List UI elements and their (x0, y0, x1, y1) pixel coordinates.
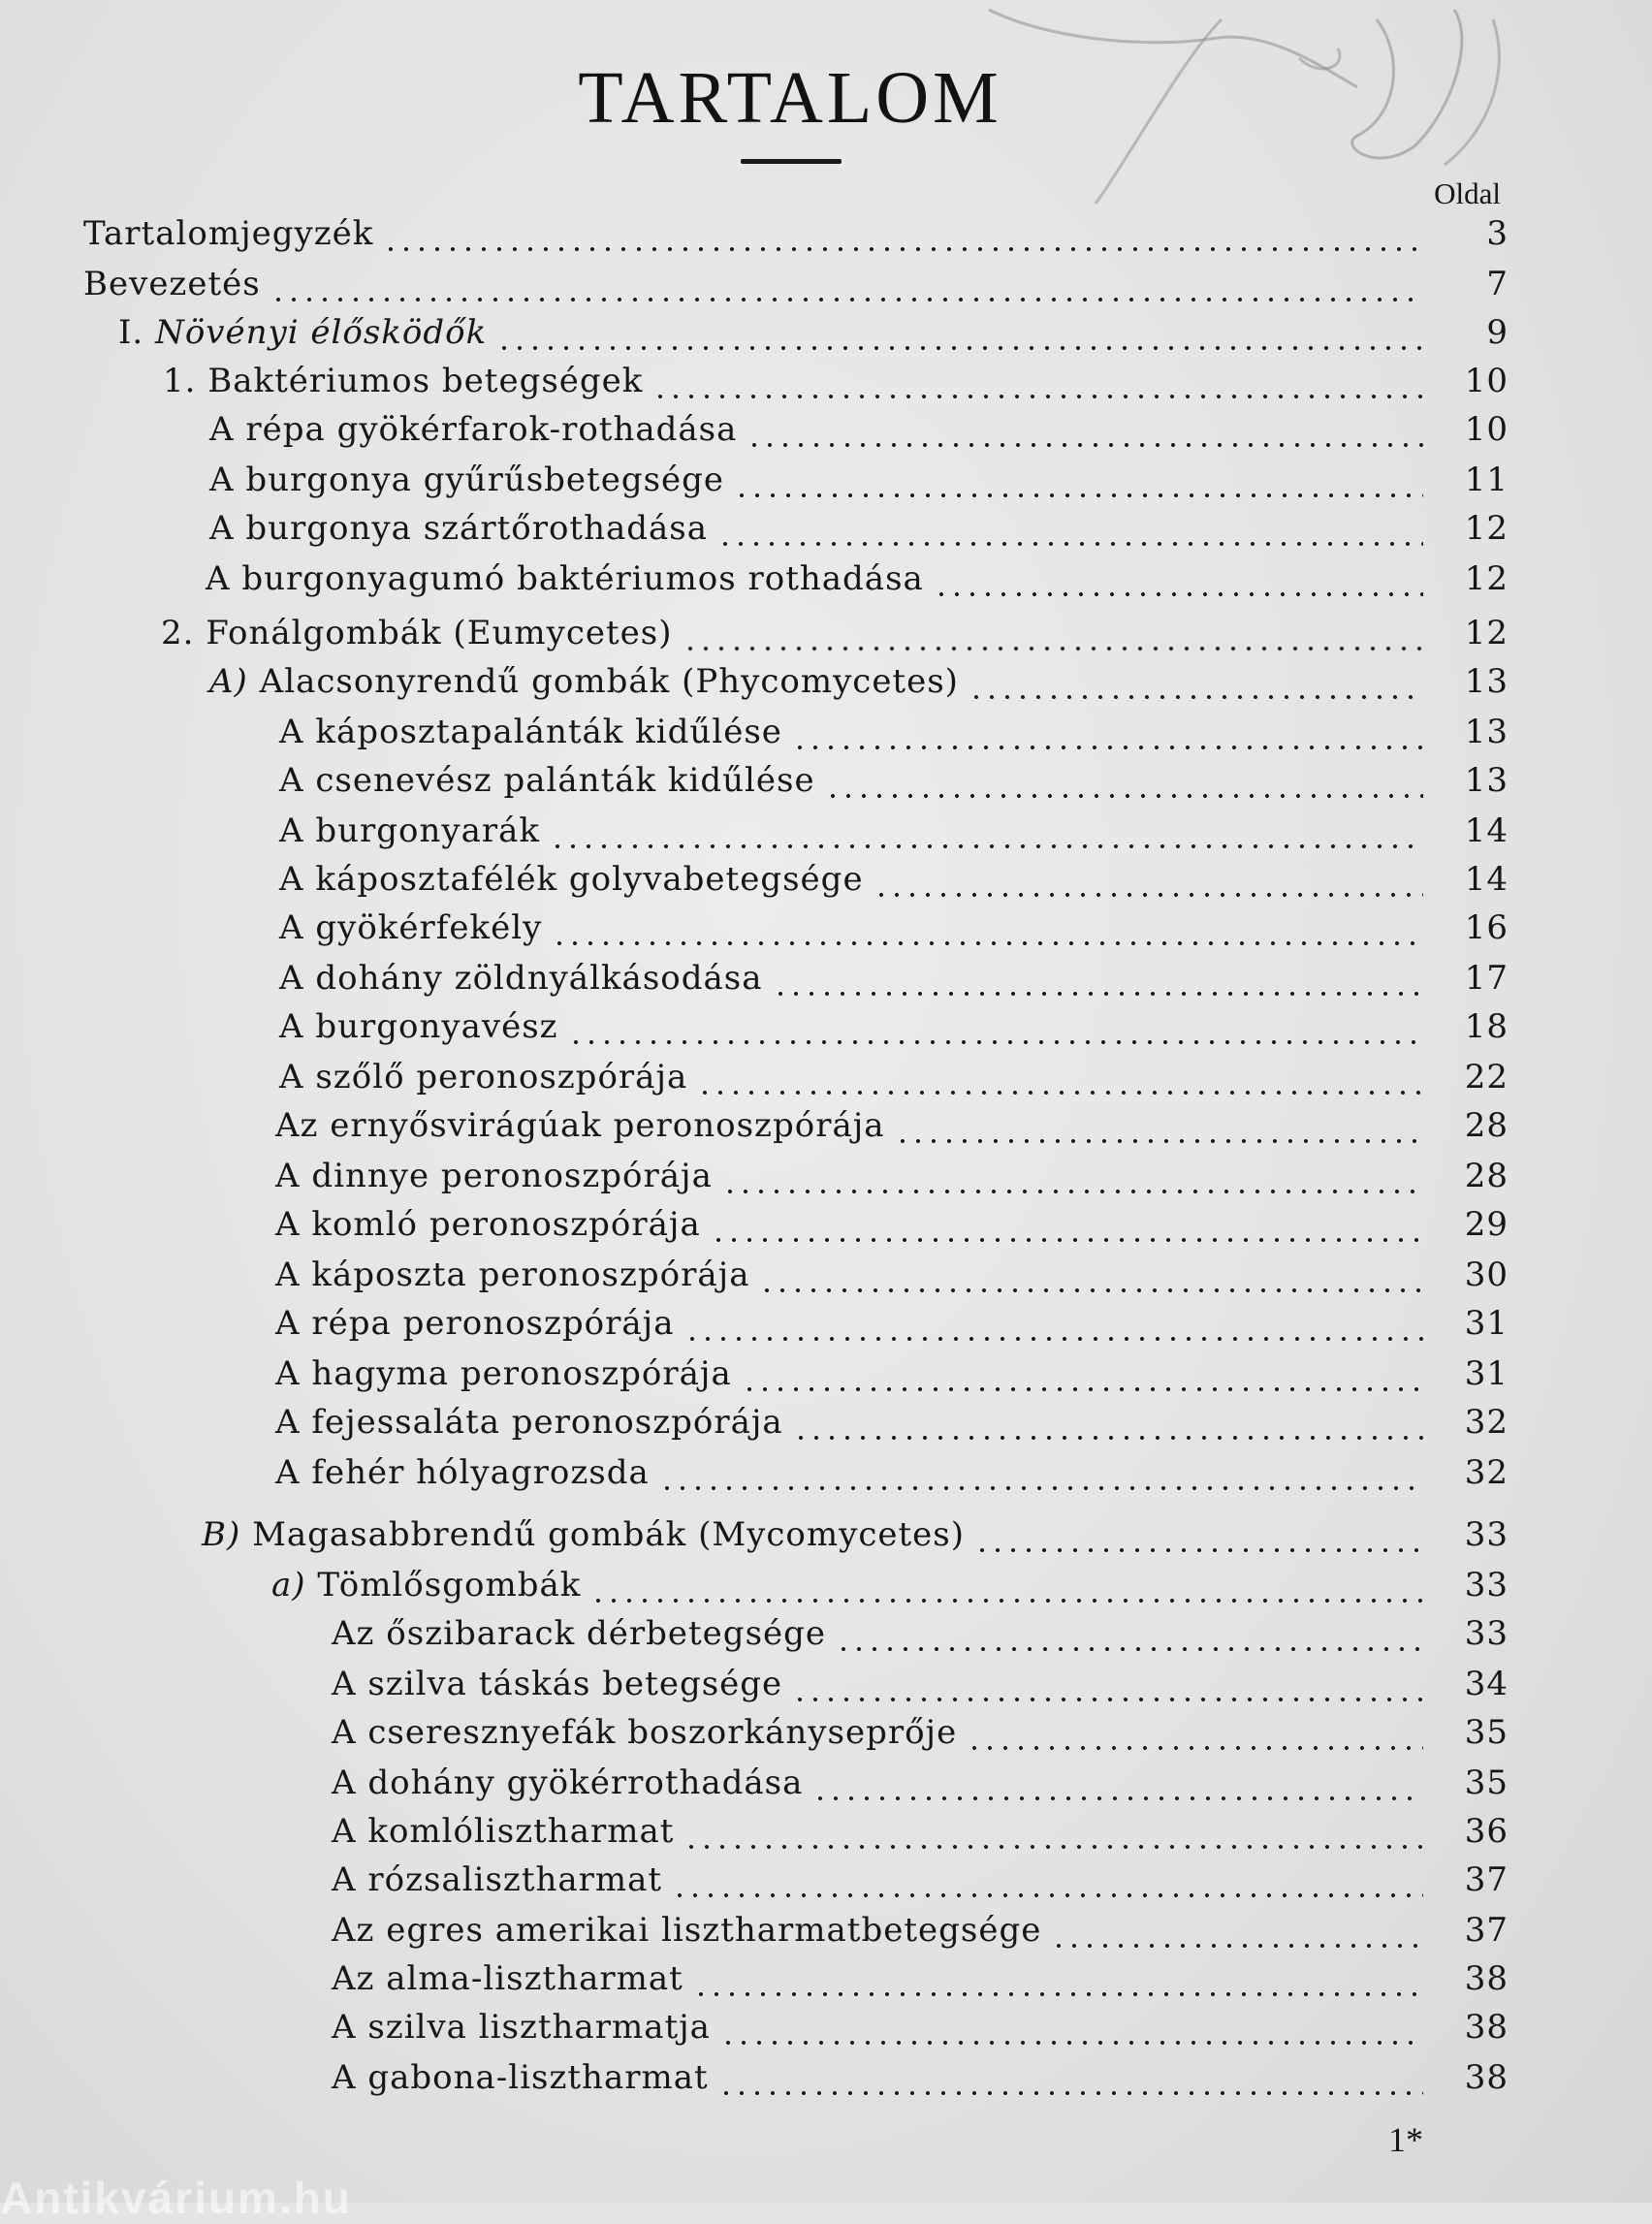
toc-entry (83, 262, 1509, 306)
toc-entry-title: A gyökérfekély (279, 908, 543, 947)
toc-entry-label (332, 1858, 662, 1902)
dot-leader (568, 1004, 1423, 1049)
toc-entry (275, 1351, 1509, 1396)
toc-entry-title: A fehér hólyagrozsda (275, 1453, 650, 1492)
toc-entry-title: A dinnye peronoszpórája (275, 1157, 713, 1195)
toc-entry-page-number: 31 (1464, 1354, 1509, 1393)
toc-entry-title: A káposztapalánták kidűlése (279, 713, 782, 751)
toc-entry-label (161, 611, 673, 655)
toc-entry (161, 611, 1509, 655)
toc-entry-title: Tartalomjegyzék (83, 214, 374, 253)
toc-entry-label (83, 262, 261, 306)
toc-entry-title: A burgonya szártőrothadása (209, 509, 709, 548)
toc-entry-title: A rózsalisztharmat (332, 1860, 663, 1899)
toc-entry-title: A répa gyökérfarok-rothadása (209, 410, 738, 449)
toc-entry (279, 905, 1509, 950)
toc-entry (209, 659, 1509, 704)
toc-entry-title: Baktériumos betegségek (207, 362, 644, 400)
dot-leader (683, 611, 1423, 655)
toc-entry-title: A burgonyarák (279, 811, 541, 850)
watermark: Antikvárium.hu (0, 2173, 352, 2223)
toc-entry (202, 1512, 1509, 1557)
toc-entry (209, 506, 1509, 551)
dot-leader (974, 1512, 1423, 1557)
toc-entry-label (202, 1512, 965, 1557)
dot-leader (684, 1301, 1424, 1346)
dot-leader (825, 758, 1423, 803)
toc-entry-label (209, 659, 959, 704)
toc-entry-label (332, 2005, 711, 2049)
toc-entry (83, 211, 1509, 256)
toc-entry (332, 1956, 1509, 2001)
toc-entry-label (275, 1202, 701, 1247)
dot-leader (711, 1202, 1423, 1247)
dot-leader (793, 1400, 1423, 1445)
toc-entry-prefix: B) (202, 1515, 241, 1554)
toc-entry-page-number: 37 (1464, 1860, 1509, 1899)
toc-entry-page-number: 13 (1464, 713, 1509, 751)
dot-leader (742, 1351, 1423, 1396)
toc-entry (271, 1563, 1509, 1607)
toc-entry-page-number: 30 (1464, 1255, 1509, 1294)
toc-entry-title: Fonálgombák (Eumycetes) (206, 614, 673, 652)
toc-entry-label (275, 1450, 650, 1495)
dot-leader (693, 1956, 1423, 2001)
toc-entry (279, 1055, 1509, 1099)
toc-entry-page-number: 36 (1464, 1812, 1509, 1851)
toc-entry-label (279, 710, 782, 754)
toc-entry-title: A szőlő peronoszpórája (279, 1058, 688, 1096)
toc-entry-title: Az őszibarack dérbetegsége (332, 1614, 827, 1653)
toc-entry-label (279, 758, 815, 803)
toc-entry-label (332, 1662, 782, 1706)
toc-entry (332, 2005, 1509, 2049)
dot-leader (697, 1055, 1423, 1099)
toc-entry-title: Tömlősgombák (317, 1566, 582, 1604)
toc-entry-title: Az ernyősvirágúak peronoszpórája (275, 1106, 885, 1145)
toc-entry-label (279, 905, 542, 950)
toc-entry-label (163, 359, 643, 403)
toc-entry-label (279, 956, 763, 1001)
dot-leader (969, 659, 1423, 704)
toc-entry-label (206, 556, 924, 601)
toc-entry-page-number: 7 (1486, 265, 1509, 303)
toc-entry-title: A burgonyavész (279, 1007, 558, 1046)
toc-entry-page-number: 3 (1486, 214, 1509, 253)
title-underline (741, 159, 842, 164)
dot-leader (812, 1761, 1423, 1805)
signature-mark: 1* (1388, 2120, 1423, 2159)
dot-leader (683, 1809, 1423, 1854)
toc-entry-title: Az alma-lisztharmat (332, 1959, 683, 1998)
toc-entry-page-number: 17 (1464, 959, 1509, 998)
toc-entry-label (209, 407, 737, 452)
toc-entry-title: A káposztafélék golyvabetegsége (279, 860, 864, 899)
dot-leader (734, 458, 1423, 502)
toc-entry (279, 710, 1509, 754)
toc-entry-page-number: 29 (1464, 1205, 1509, 1244)
toc-entry (279, 857, 1509, 902)
toc-entry (332, 1710, 1509, 1755)
toc-entry-page-number: 33 (1464, 1566, 1509, 1604)
toc-entry (275, 1450, 1509, 1495)
toc-entry-label (209, 506, 708, 551)
toc-entry-label (332, 2055, 709, 2100)
toc-entry (209, 458, 1509, 502)
toc-entry-label (332, 1956, 683, 2001)
toc-entry-label (332, 1710, 957, 1755)
toc-entry-title: A fejessaláta peronoszpórája (275, 1403, 783, 1442)
dot-leader (759, 1253, 1423, 1297)
toc-entry-prefix: 2. (161, 614, 195, 652)
toc-entry-label (275, 1351, 732, 1396)
toc-entry-title: A csenevész palánták kidűlése (279, 761, 815, 800)
toc-entry (275, 1301, 1509, 1346)
toc-entry (332, 1809, 1509, 1854)
toc-entry-page-number: 11 (1464, 461, 1509, 499)
toc-entry-page-number: 18 (1464, 1007, 1509, 1046)
toc-entry-label (279, 1004, 558, 1049)
toc-entry-page-number: 35 (1464, 1763, 1509, 1802)
dot-leader (672, 1858, 1423, 1902)
toc-entry-title: Magasabbrendű gombák (Mycomycetes) (252, 1515, 965, 1554)
toc-entry-label (275, 1103, 885, 1148)
toc-entry-page-number: 38 (1464, 1959, 1509, 1998)
dot-leader (792, 710, 1423, 754)
dot-leader (773, 956, 1424, 1001)
toc-entry-prefix: A) (209, 662, 248, 701)
toc-entry-page-number: 28 (1464, 1106, 1509, 1145)
toc-entry-page-number: 31 (1464, 1304, 1509, 1343)
toc-entry-title: A burgonya gyűrűsbetegsége (209, 461, 725, 499)
dot-leader (590, 1563, 1423, 1607)
toc-entry-title: A szilva lisztharmatja (332, 2008, 711, 2047)
dot-leader (967, 1710, 1423, 1755)
toc-entry-title: Az egres amerikai lisztharmatbetegsége (332, 1911, 1042, 1950)
toc-entry-title: Növényi élősködők (155, 313, 488, 352)
toc-entry-title: Bevezetés (83, 265, 261, 303)
toc-entry-label (332, 1809, 674, 1854)
toc-entry (275, 1400, 1509, 1445)
toc-entry-page-number: 35 (1464, 1713, 1509, 1752)
dot-leader (550, 809, 1423, 853)
toc-entry (209, 407, 1509, 452)
dot-leader (874, 857, 1423, 902)
toc-entry-title: Alacsonyrendű gombák (Phycomycetes) (259, 662, 959, 701)
toc-entry (163, 359, 1509, 403)
toc-entry-label (332, 1761, 803, 1805)
toc-entry-prefix: 1. (163, 362, 197, 400)
toc-entry-label (332, 1908, 1041, 1953)
toc-entry-page-number: 33 (1464, 1614, 1509, 1653)
dot-leader (1051, 1908, 1423, 1953)
toc-entry (118, 310, 1509, 355)
toc-entry-label (279, 1055, 687, 1099)
toc-entry (332, 1761, 1509, 1805)
toc-entry (332, 1662, 1509, 1706)
dot-leader (934, 556, 1423, 601)
toc-entry (279, 1004, 1509, 1049)
toc-entry-page-number: 37 (1464, 1911, 1509, 1950)
toc-entry (279, 809, 1509, 853)
toc-entry-page-number: 10 (1464, 362, 1509, 400)
toc-entry (332, 1611, 1509, 1656)
toc-entry-title: A répa peronoszpórája (275, 1304, 675, 1343)
toc-entry (275, 1253, 1509, 1297)
toc-entry-label (275, 1400, 783, 1445)
toc-entry-label (275, 1301, 675, 1346)
dot-leader (747, 407, 1423, 452)
toc-entry (206, 556, 1509, 601)
dot-leader (718, 2055, 1423, 2100)
dot-leader (270, 262, 1423, 306)
toc-entry-page-number: 32 (1464, 1453, 1509, 1492)
page-column-header: Oldal (1434, 176, 1501, 210)
toc-entry-label (279, 809, 540, 853)
toc-entry-label (118, 310, 487, 355)
dot-leader (652, 359, 1423, 403)
toc-entry (275, 1103, 1509, 1148)
toc-entry-page-number: 38 (1464, 2058, 1509, 2097)
dot-leader (717, 506, 1423, 551)
dot-leader (895, 1103, 1423, 1148)
page-title: TARTALOM (578, 57, 1002, 139)
dot-leader (659, 1450, 1423, 1495)
toc-entry-page-number: 14 (1464, 860, 1509, 899)
toc-entry-label (275, 1154, 713, 1198)
toc-entry-page-number: 13 (1464, 761, 1509, 800)
toc-entry-page-number: 32 (1464, 1403, 1509, 1442)
toc-entry (332, 1858, 1509, 1902)
toc-entry-label (83, 211, 373, 256)
toc-entry-label (271, 1563, 581, 1607)
dot-leader (792, 1662, 1423, 1706)
toc-entry-page-number: 12 (1464, 614, 1509, 652)
toc-entry-page-number: 14 (1464, 811, 1509, 850)
dot-leader (722, 1154, 1423, 1198)
toc-entry-page-number: 38 (1464, 2008, 1509, 2047)
toc-entry-title: A káposzta peronoszpórája (275, 1255, 750, 1294)
toc-entry-page-number: 13 (1464, 662, 1509, 701)
toc-entry (275, 1202, 1509, 1247)
toc-entry-title: A dohány zöldnyálkásodása (279, 959, 763, 998)
toc-entry-page-number: 28 (1464, 1157, 1509, 1195)
dot-leader (836, 1611, 1423, 1656)
toc-entry-label (275, 1253, 749, 1297)
toc-entry-prefix: I. (118, 313, 144, 352)
toc-entry-title: A burgonyagumó baktériumos rothadása (206, 559, 924, 598)
toc-entry (279, 758, 1509, 803)
dot-leader (552, 905, 1423, 950)
toc-entry-label (209, 458, 724, 502)
toc-entry-title: A gabona-lisztharmat (332, 2058, 709, 2097)
toc-entry-title: A komlólisztharmat (332, 1812, 675, 1851)
toc-entry-title: A dohány gyökérrothadása (332, 1763, 804, 1802)
dot-leader (720, 2005, 1423, 2049)
toc-entry-title: A hagyma peronoszpórája (275, 1354, 732, 1393)
toc-entry-page-number: 16 (1464, 908, 1509, 947)
toc-entry (275, 1154, 1509, 1198)
toc-entry-label (332, 1611, 826, 1656)
toc-entry (332, 1908, 1509, 1953)
toc-entry-title: A cseresznyefák boszorkányseprője (332, 1713, 958, 1752)
toc-entry-page-number: 22 (1464, 1058, 1509, 1096)
toc-entry-title: A szilva táskás betegsége (332, 1665, 783, 1703)
toc-entry-page-number: 12 (1464, 509, 1509, 548)
toc-entry-page-number: 12 (1464, 559, 1509, 598)
toc-entry-title: A komló peronoszpórája (275, 1205, 701, 1244)
toc-entry-prefix: a) (271, 1566, 306, 1604)
toc-entry-label (279, 857, 864, 902)
toc-entry-page-number: 10 (1464, 410, 1509, 449)
toc-entry (332, 2055, 1509, 2100)
toc-entry (279, 956, 1509, 1001)
toc-entry-page-number: 33 (1464, 1515, 1509, 1554)
dot-leader (383, 211, 1423, 256)
dot-leader (496, 310, 1423, 355)
toc-entry-page-number: 34 (1464, 1665, 1509, 1703)
toc-entry-page-number: 9 (1486, 313, 1509, 352)
